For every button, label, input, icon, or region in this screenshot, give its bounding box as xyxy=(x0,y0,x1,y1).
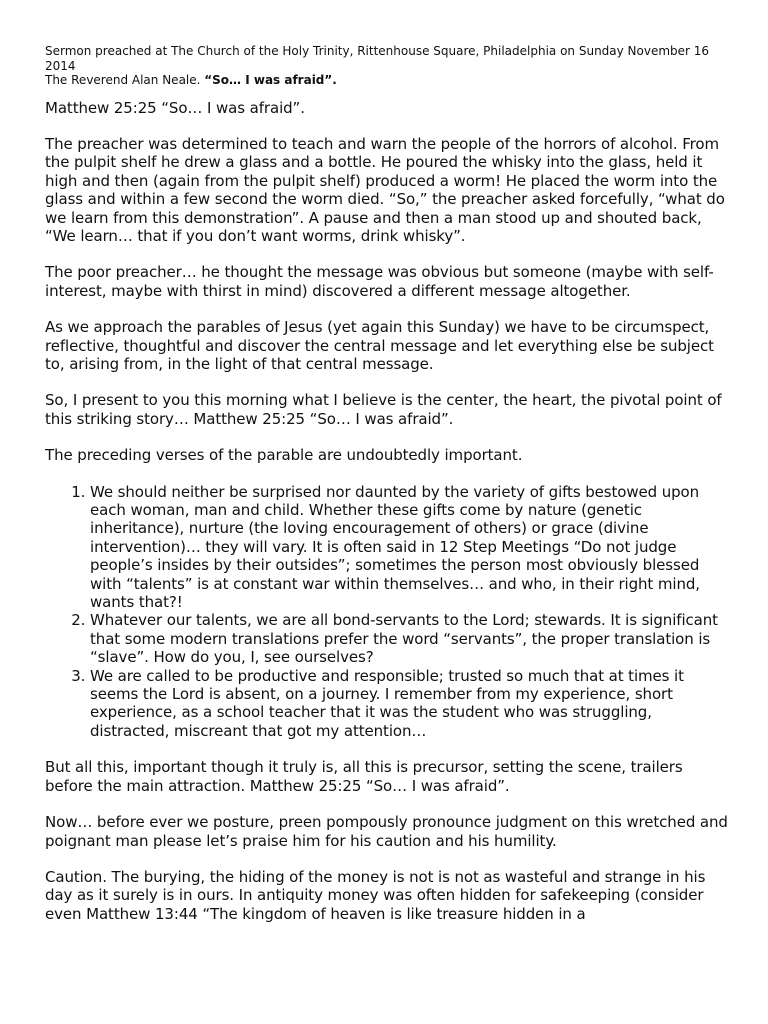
paragraph-parables: As we approach the parables of Jesus (yet again this Sunday) we have to be circumspect, reflective, thoughtful and discover the central message and let everything else be subject to, arising from, in the light of that central message. xyxy=(45,318,714,373)
sermon-title: “So… I was afraid”. xyxy=(204,73,337,87)
paragraph-caution: Caution. The burying, the hiding of the money is not is not as wasteful and strange in his day as it surely is in ours. In antiquity money was often hidden for safekeeping (consider even Matthew 13:44 “The kingdom of heaven is like treasure hidden in a xyxy=(45,867,706,923)
paragraph-praise: Now… before ever we posture, preen pompously pronounce judgment on this wretched and poignant man please let’s praise him for his caution and his humility. xyxy=(45,813,728,850)
paragraph-poor-preacher: The poor preacher… he thought the message was obvious but someone (maybe with self-interest, maybe with thirst in mind) discovered a different message altogether. xyxy=(45,263,714,300)
header-author-line xyxy=(45,73,728,88)
list-item: 1. We should neither be surprised nor daunted by the variety of gifts bestowed upon each woman, man and child. Whether these gifts come by nature (genetic inheritance), nurture (the loving encouragement of others) or grace (divine intervention)… they will vary. It is often said in 12 Step Meetings “Do not judge people’s insides by their outsides”; sometimes the person most obviously blessed with “talents” is at constant war within themselves… and who, in their right mind, wants that?! xyxy=(90,483,728,612)
paragraph-precursor: But all this, important though it truly is, all this is precursor, setting the scene, trailers before the main attraction. Matthew 25:25 “So… I was afraid”. xyxy=(45,758,683,795)
paragraph-preacher-story: The preacher was determined to teach and warn the people of the horrors of alcohol. From the pulpit shelf he drew a glass and a bottle. He poured the whisky into the glass, held it high and then (again from the pulpit shelf) produced a worm! He placed the worm into the glass and within a few second the worm died. “So,” the preacher asked forcefully, “what do we learn from this demonstration”. A pause and then a man stood up and shouted back, “We learn… that if you don’t want worms, drink whisky”. xyxy=(45,134,725,245)
numbered-list xyxy=(45,483,728,741)
scripture-reference: Matthew 25:25 “So… I was afraid”. xyxy=(45,98,305,117)
paragraph-center: So, I present to you this morning what I believe is the center, the heart, the pivotal point of this striking story… Matthew 25:25 “So… I was afraid”. xyxy=(45,391,722,428)
author-name: The Reverend Alan Neale. xyxy=(45,73,205,87)
sermon-header xyxy=(45,44,728,88)
list-item: 2. Whatever our talents, we are all bond-servants to the Lord; stewards. It is significant that some modern translations prefer the word “servants”, the proper translation is “slave”. How do you, I, see ourselves? xyxy=(90,611,728,666)
header-line: Sermon preached at The Church of the Holy Trinity, Rittenhouse Square, Philadelphia on Sunday November 16 2014 xyxy=(45,44,710,73)
paragraph-preceding-verses: The preceding verses of the parable are undoubtedly important. xyxy=(45,446,523,465)
list-item: 3. We are called to be productive and responsible; trusted so much that at times it seems the Lord is absent, on a journey. I remember from my experience, short experience, as a school teacher that it was the student who was struggling, distracted, miscreant that got my attention… xyxy=(90,667,728,741)
